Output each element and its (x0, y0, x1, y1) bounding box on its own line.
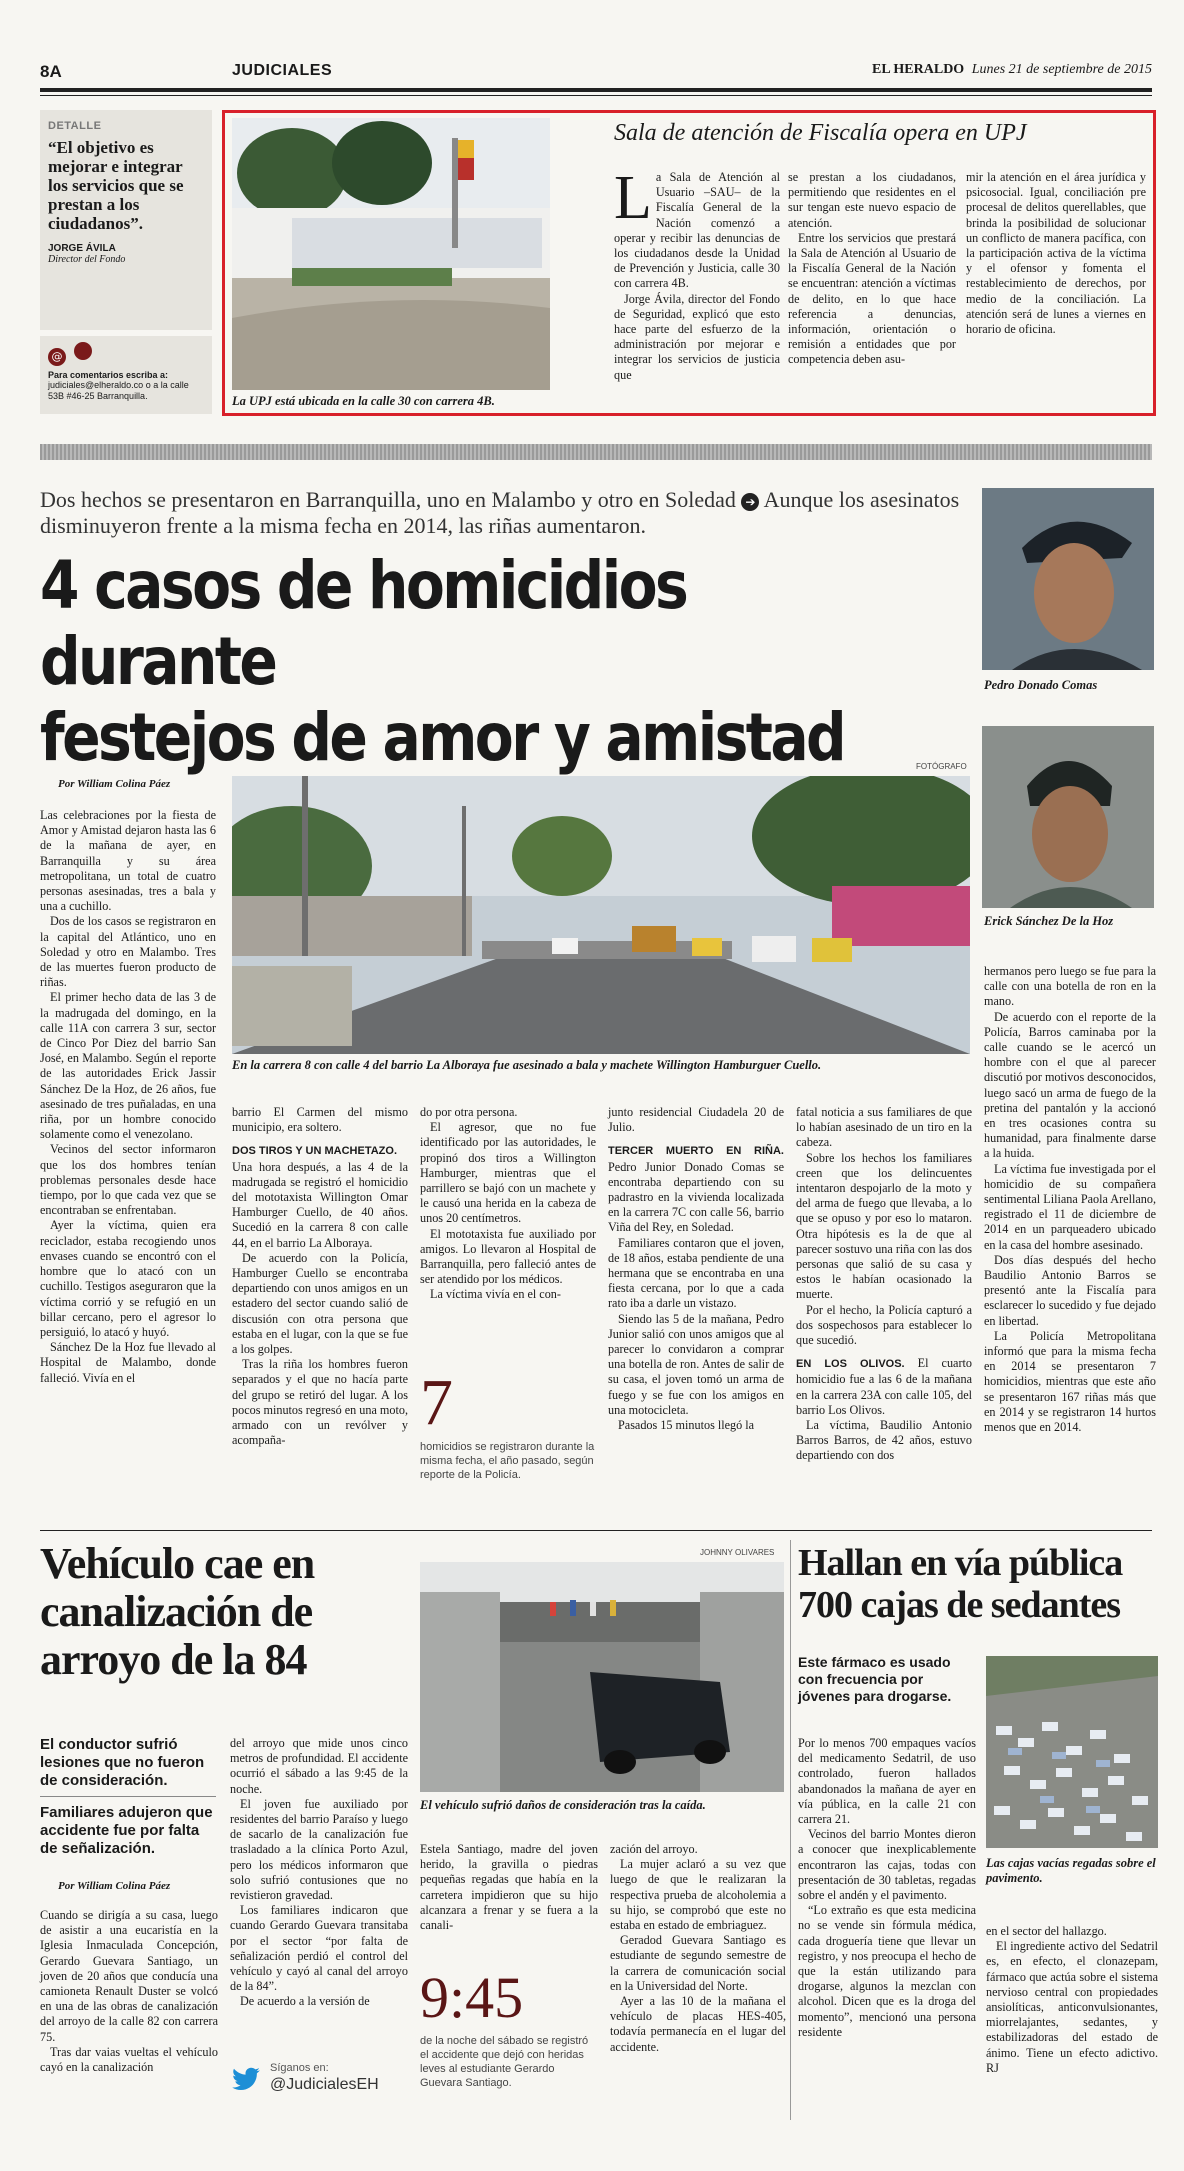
hom-col5-p2: Sobre los hechos los familiares creen que los delincuentes intentaron despojarlo de la moto y del arma de fuego que llevaba, a lo que se opuso y por eso lo mataron. Otra hipótesis es la de que al parecer sostuvo una riña con las dos personas que salió de su casa y estos le habían ocasionado la muerte. (796, 1150, 972, 1302)
homicidios-col1 (40, 808, 216, 1386)
sedantes-headline: Hallan en vía pública 700 cajas de sedantes (798, 1542, 1123, 1626)
hom-col4-subhead: TERCER MUERTO EN RIÑA. (608, 1145, 784, 1158)
hom-col2-subhead: DOS TIROS Y UN MACHETAZO. (232, 1145, 398, 1158)
hom-col1-p6: Sánchez De la Hoz fue llevado al Hospital de Malambo, donde falleció. Vivía en el (40, 1340, 216, 1385)
masthead (872, 62, 1152, 78)
twitter-bird-icon (230, 2064, 262, 2094)
comments-text: judiciales@elheraldo.co o a la calle 53B #46-25 Barranquilla. (48, 380, 189, 401)
fiscalia-col1-p2: Jorge Ávila, director del Fondo de Seguridad, explicó que esto hace parte del esfuerzo de la administración por mejorar e integrar los servicios de justicia que (614, 291, 780, 382)
hom-col3-p2: El agresor, que no fue identificado por las autoridades, le propinó dos tiros a Willington Hamburger, mientras que el parrillero se bajó con un machete y le causó una herida en la cabeza de unos 20 centímetros. (420, 1120, 596, 1226)
section-divider (40, 444, 1152, 460)
sed-col2-p2: El ingrediente activo del Sedatril es, en efecto, el clonazepam, fármaco que actúa sobre el sistema nervioso central con propiedades ansiolíticas, anticonvulsionantes, miorrelajantes, sedantes, y estabilizadoras del estado de ánimo. Tiene un efecto adictivo. RJ (986, 1939, 1158, 2075)
hom-col3-p3: El mototaxista fue auxiliado por amigos. Lo llevaron al Hospital de Barranquilla, pero falleció antes de ser atendido por los médicos. (420, 1226, 596, 1287)
homicidios-col6 (984, 964, 1156, 1435)
sed-col1-p1: Por lo menos 700 empaques vacíos del medicamento Sedatril, de uso controlado, fueron hallados abandonados la mañana de ayer en vía pública, en la calle 21 con carrera 21. (798, 1736, 976, 1827)
portrait-erick-name: Erick Sánchez De la Hoz (984, 914, 1114, 928)
veh-col4-p4: Ayer a las 10 de la mañana el vehículo de placas HES-405, todavía permanecía en el lugar del accidente. (610, 1994, 786, 2054)
section-title: JUDICIALES (232, 62, 333, 79)
veh-col2-p4: De acuerdo a la versión de (240, 1994, 370, 2009)
hom-col4-p4: Siendo las 5 de la mañana, Pedro Junior salió con unos amigos que al parecer lo convidaron a comprar una botella de ron. Antes de salir de su casa, el joven tomó un arma de fuego y se fue con los amigos en una motocicleta. (608, 1311, 784, 1417)
detalle-box (40, 110, 212, 330)
stat-number-945: 9:45 (420, 1965, 524, 2030)
veh-col2-p1: del arroyo que mide unos cinco metros de profundidad. El accidente ocurrió el sábado a las 9:45 de la noche. (230, 1736, 408, 1796)
mail-icon (74, 342, 92, 360)
detalle-author: JORGE ÁVILA (48, 243, 116, 254)
social-icons (48, 342, 204, 364)
hom-col6-p3: La víctima fue investigada por el homicidio de su compañera sentimental Liliana Paola Arellano, registrado el 11 de diciembre de 2014 en un parqueadero ubicado en la casa del hombre asesinado. (984, 1161, 1156, 1252)
street-photo-caption: En la carrera 8 con calle 4 del barrio La Alboraya fue asesinado a bala y machete Willington Hamburguer Cuello. (232, 1058, 822, 1072)
homicidios-headline (40, 548, 848, 776)
kicker-part2: Aunque los asesinatos disminuyeron frente a la misma fecha en 2014, las riñas aumentaron. (40, 487, 960, 538)
sedantes-deck: Este fármaco es usado con frecuencia por jóvenes para drogarse. (798, 1654, 952, 1704)
comments-title: Para comentarios escriba a: (48, 370, 169, 380)
hom-col4-p2: Pedro Junior Donado Comas se encontraba departiendo con su padrastro en la vivienda localizada en la carrera 7C con calle 56, barrio Viña del Rey, en Soledad. (608, 1159, 784, 1235)
header-rule (40, 88, 1152, 92)
hom-col1-p5: Ayer la víctima, quien era reciclador, estaba recogiendo unos envases cuando se encontró con el hombre que lo atacó con un cuchillo. Testigos aseguraron que la víctima corrió y se refugió en un billar cercano, pero el agresor lo persiguió, lo atacó y huyó. (40, 1218, 216, 1339)
portrait-erick (982, 726, 1154, 908)
homicidios-col3 (420, 1105, 596, 1303)
hom-col5-subhead: EN LOS OLIVOS. (796, 1358, 905, 1371)
hom-col3-p1: do por otra persona. (420, 1105, 518, 1119)
homicidios-kicker (40, 487, 980, 539)
hom-col2-p2: Una hora después, a las 4 de la madrugada se registró el homicidio del mototaxista Willington Omar Hamburger Cuello, de 40 años. Sucedió en la carrera 8 con calle 44, en el barrio La Alboraya. (232, 1159, 408, 1250)
fiscalia-col3 (966, 170, 1146, 337)
detalle-quote: “El objetivo es mejorar e integrar los servicios que se prestan a los ciudadanos”. (48, 138, 184, 233)
sed-col1-p3: “Lo extraño es que esta medicina no se vende sin fórmula médica, cada droguería tiene que llevar un registro, y nos preocupa el hecho de que la están utilizando para drogarse, algunos la mezclan con alcohol. Dicen que es la droga del momento”, mencionó una persona residente (798, 1903, 976, 2039)
headline-line2: festejos de amor y amistad (40, 699, 845, 776)
fiscalia-dropcap: L (614, 164, 652, 232)
hom-col6-p1: hermanos pero luego se fue para la calle con una botella de ron en la mano. (984, 964, 1156, 1009)
detalle-label: DETALLE (48, 120, 102, 132)
mid-rule (40, 1530, 1152, 1531)
vehiculo-col1 (40, 1908, 218, 2075)
vehiculo-headline: Vehículo cae en canalización de arroyo de la 84 (40, 1539, 315, 1684)
upj-photo (232, 118, 550, 390)
fiscalia-col2 (788, 170, 956, 368)
detalle-author-role: Director del Fondo (48, 254, 126, 265)
vehiculo-byline: Por William Colina Páez (58, 1880, 171, 1892)
upj-photo-caption: La UPJ está ubicada en la calle 30 con carrera 4B. (232, 394, 495, 408)
vehiculo-deck1: El conductor sufrió lesiones que no fueron de consideración. (40, 1736, 205, 1789)
hom-col6-p2: De acuerdo con el reporte de la Policía, Barros caminaba por la calle cuando se le acercó un hombre con el que al parecer discutió por motivos desconocidos, luego sacó un arma de fuego de la pretina del pantalón y la accionó en tres ocasiones contra su humanidad, para finalmente darse a la huida. (984, 1009, 1156, 1161)
hom-col5-p1: fatal noticia a sus familiares de que lo habían asesinado de un tiro en la cabeza. (796, 1105, 972, 1150)
headline-line1: 4 casos de homicidios durante (40, 547, 687, 700)
hom-col6-p5: La Policía Metropolitana informó que para la misma fecha en 2014 se presentaron 7 homicidios, mientras que este año se presentaron 167 riñas más que en 2014 y se registraron 14 hurtos menos que en 2014. (984, 1328, 1156, 1435)
vehiculo-col2 (230, 1736, 408, 2010)
paper-name: EL HERALDO (872, 62, 965, 77)
portrait-pedro-name: Pedro Donado Comas (984, 678, 1098, 692)
veh-col2-p2: El joven fue auxiliado por residentes del barrio Paraíso y luego de sacarlo de la canalización fue trasladado a la clínica Porto Azul, pero los médicos informaron que solo sufrió contusiones que no revistieron gravedad. (230, 1796, 408, 1903)
hom-col1-p3: El primer hecho data de las 3 de la madrugada del domingo, en la calle 11A con carrera 3 sur, sector de Cinco Por Diez del barrio San José, en Malambo. Según el reporte de las autoridades Erick Jassir Sánchez De la Hoz, de 26 años, fue asesinado de tres puñaladas, en una riña, por un hombre conocido solamente como el venezolano. (40, 990, 216, 1142)
veh-col4-p3: Geradod Guevara Santiago es estudiante de segundo semestre de la carrera de comunicación social en la Universidad del Norte. (610, 1933, 786, 1993)
fiscalia-col3-p1: mir la atención en el área jurídica y psicosocial. Igual, conciliación pre procesal de delitos querellables, que brinda la posibilidad de solucionar un conflicto de manera pacífica, con la participación activa de la víctima y el ofensor y fomenta el restablecimiento de derechos, por medio de la conciliación. La atención será de lunes a viernes en horario de oficina. (966, 170, 1146, 337)
portrait-pedro (982, 488, 1154, 670)
hom-col5-p5: La víctima, Baudilio Antonio Barros Barros, de 42 años, estuvo departiendo con dos (796, 1418, 972, 1463)
stat-text-7: homicidios se registraron durante la misma fecha, el año pasado, según reporte de la Policía. (420, 1441, 595, 1481)
twitter-handle[interactable]: @JudicialesEH (270, 2076, 379, 2093)
twitter-follow[interactable] (230, 2060, 410, 2100)
hom-col2-p3: De acuerdo con la Policía, Hamburger Cuello se encontraba departiendo con unos amigos en un estadero del sector cuando salió de discusión con otra persona que estaba en el lugar, con la que se fue a los golpes. (232, 1250, 408, 1357)
veh-col2-p3: Los familiares indicaron que cuando Gerardo Guevara transitaba por el sector “por falta de señalización perdió el control del vehículo y cayó al canal del arroyo de la 84”. (230, 1903, 408, 1994)
homicidios-byline: Por William Colina Páez (58, 778, 171, 790)
homicidios-col2 (232, 1105, 408, 1448)
at-icon: @ (48, 348, 66, 366)
hom-col2-p4: Tras la riña los hombres fueron separados y el que no hacía parte del grupo se retiró del lugar. A los pocos minutos regresó en una moto, armado con un revólver y acompaña- (232, 1357, 409, 1448)
hom-col3-p4: La víctima vivía en el con- (430, 1287, 561, 1302)
stat-text-945: de la noche del sábado se registró el accidente que dejó con heridas leves al estudiante Gerardo Guevara Santiago. (420, 2035, 589, 2089)
car-photo (420, 1562, 784, 1792)
vehiculo-col4 (610, 1842, 786, 2055)
comments-box (40, 336, 212, 414)
arrow-icon: ➔ (741, 493, 759, 511)
kicker-part1: Dos hechos se presentaron en Barranquilla, uno en Malambo y otro en Soledad (40, 487, 736, 512)
hom-col5-p3: Por el hecho, la Policía capturó a dos sospechosos para establecer lo que sucedió. (796, 1302, 972, 1348)
veh-col3-p1: Estela Santiago, madre del joven herido, la gravilla o piedras pequeñas regadas que había en la carretera impidieron que su hijo alcanzara a frenar y se fuera a la canali- (420, 1842, 598, 1933)
header-rule-thin (40, 95, 1152, 96)
hom-col1-p2: Dos de los casos se registraron en la capital del Atlántico, uno en Soledad y otro en Malambo. Tres de las muertes fueron producto de riñas. (40, 914, 216, 990)
hom-col1-p1: Las celebraciones por la fiesta de Amor y Amistad dejaron hasta las 6 de la mañana de ayer, en Barranquilla y su área metropolitana, un total de cuatro personas asesinadas, tres a bala y una a cuchillo. (40, 808, 216, 914)
boxes-photo-caption: Las cajas vacías regadas sobre el pavimento. (986, 1856, 1156, 1885)
hom-col1-p4: Vecinos del sector informaron que los dos hombres tenían problemas personales desde hace tiempo, por lo que cada vez que se encontraban se enfrentaban. (40, 1142, 216, 1218)
hom-col4-p1: junto residencial Ciudadela 20 de Julio. (608, 1105, 784, 1135)
veh-col1-p2: Tras dar vaias vueltas el vehículo cayó en la canalización (40, 2044, 218, 2075)
fiscalia-col2-p2: Entre los servicios que prestará la Sala de Atención al Usuario de la Fiscalía General de la Nación se encuentran: atención a víctimas de delito, en lo que hace referencia a denuncias, información, orientación o remisión a entidades que por competencia deben asu- (788, 230, 956, 367)
page-date: Lunes 21 de septiembre de 2015 (971, 62, 1152, 77)
homicidios-col5 (796, 1105, 972, 1464)
sedantes-col2 (986, 1924, 1158, 2076)
hom-col2-p1: barrio El Carmen del mismo municipio, era soltero. (232, 1105, 408, 1135)
vehiculo-photo-credit: JOHNNY OLIVARES (700, 1548, 775, 1557)
veh-col4-p2: La mujer aclaró a su vez que luego de que le realizaran la respectiva prueba de alcoholemia a su hijo, se comprobó que este no estaba en estado de embriaguez. (610, 1857, 786, 1933)
hom-col5-p4: El cuarto homicidio fue a las 6 de la mañana en la carrera 23A con calle 105, del barrio Los Olivos. (796, 1356, 972, 1417)
fiscalia-title: Sala de atención de Fiscalía opera en UPJ (614, 120, 1027, 146)
hom-col4-p5: Pasados 15 minutos llegó la (618, 1418, 755, 1433)
homicidios-photo-credit: FOTÓGRAFO (916, 762, 967, 771)
car-photo-caption: El vehículo sufrió daños de consideración tras la caída. (420, 1798, 706, 1812)
vehiculo-deck2: Familiares adujeron que accidente fue por falta de señalización. (40, 1804, 213, 1857)
veh-col4-p1: zación del arroyo. (610, 1842, 698, 1856)
fiscalia-col1 (614, 164, 780, 383)
stat-number-7: 7 (420, 1366, 453, 1439)
street-photo (232, 776, 970, 1054)
column-rule (790, 1540, 791, 2120)
boxes-photo (986, 1656, 1158, 1848)
vehiculo-col3 (420, 1842, 598, 1933)
page-number: 8A (40, 62, 62, 81)
sed-col1-p2: Vecinos del barrio Montes dieron a conocer que inexplicablemente encontraron las cajas, todas con presentación de 30 tabletas, regadas sobre el andén y el pavimento. (798, 1827, 976, 1903)
hom-col4-p3: Familiares contaron que el joven, de 18 años, estaba pendiente de una hermana que se encontraba en una fiesta cercana, por lo que a cada rato iba a darle un vistazo. (608, 1235, 784, 1311)
sed-col2-p1: en el sector del hallazgo. (986, 1924, 1107, 1938)
fiscalia-col1-p1: a Sala de Atención al Usuario –SAU– de la Fiscalía General de la Nación comenzó a operar y recibir las denuncias de los ciudadanos desde la Unidad de Prevención y Justicia, calle 30 con carrera 4B. (614, 170, 780, 291)
deck-rule (40, 1796, 216, 1797)
fiscalia-col2-p1: se prestan a los ciudadanos, permitiendo que residentes en el sur tengan este nuevo espacio de atención. (788, 170, 956, 230)
twitter-label: Síganos en: (270, 2062, 329, 2074)
homicidios-col4 (608, 1105, 784, 1433)
veh-col1-p1: Cuando se dirigía a su casa, luego de asistir a una eucaristía en la Iglesia Inmaculada Concepción, Gerardo Guevara Santiago, un joven de 20 años que conducía una camioneta Renault Duster se volcó en una de las obras de canalización del arroyo de la calle 82 con carrera 75. (40, 1908, 218, 2044)
hom-col6-p4: Dos días después del hecho Baudilio Antonio Barros se presentó ante la Fiscalía para esclarecer lo sucedido y fue dejado en libertad. (984, 1252, 1156, 1328)
sedantes-col1 (798, 1736, 976, 2040)
